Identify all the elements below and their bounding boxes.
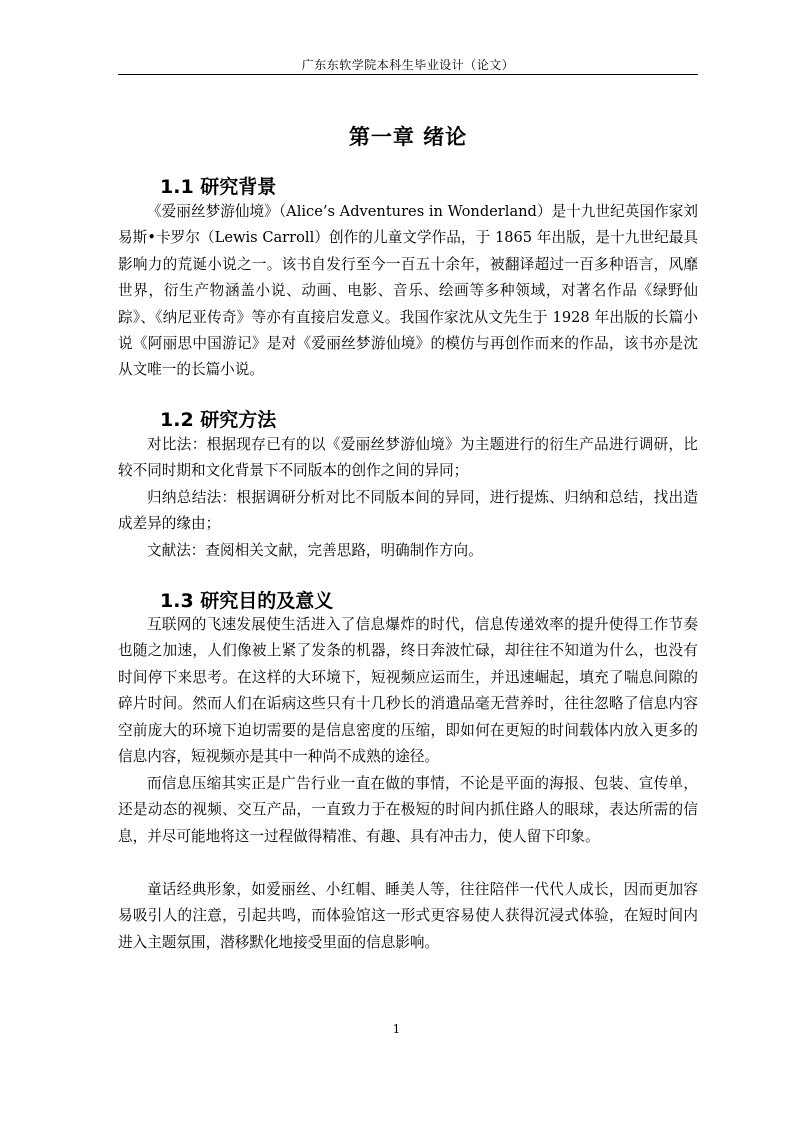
paragraph-method-induction: 归纳总结法：根据调研分析对比不同版本间的异同，进行提炼、归纳和总结，找出造成差异的缘由； xyxy=(118,489,698,533)
paragraph-method-comparison: 对比法：根据现存已有的以《爱丽丝梦游仙境》为主题进行的衍生产品进行调研，比较不同时期和文化背景下不同版本的创作之间的异同； xyxy=(118,436,698,480)
section-heading-background: 1.1 研究背景 xyxy=(160,176,277,198)
section-heading-methods: 1.2 研究方法 xyxy=(160,409,277,431)
page-number: 1 xyxy=(392,1022,401,1036)
paragraph-purpose-1: 互联网的飞速发展使生活进入了信息爆炸的时代，信息传递效率的提升使得工作节奏也随之加速，人们像被上紧了发条的机器，终日奔波忙碌，却往往不知道为什么，也没有时间停下来思考。在这样的大环境下，短视频应运而生，并迅速崛起，填充了喘息间隙的碎片时间。然而人们在诟病这些只有十几秒长的消遣品毫无营养时，往往忽略了信息内容空前庞大的环境下迫切需要的是信息密度的压缩，即如何在更短的时间载体内放入更多的信息内容，短视频亦是其中一种尚不成熟的途径。 xyxy=(118,616,698,766)
paragraph-method-literature: 文献法：查阅相关文献，完善思路，明确制作方向。 xyxy=(147,542,483,559)
paragraph-purpose-2: 而信息压缩其实正是广告行业一直在做的事情，不论是平面的海报、包装、宣传单，还是动态的视频、交互产品，一直致力于在极短的时间内抓住路人的眼球，表达所需的信息，并尽可能地将这一过程做得精准、有趣、具有冲击力，使人留下印象。 xyxy=(118,775,698,845)
paragraph-background: 《爱丽丝梦游仙境》（Alice’s Adventures in Wonderland）是十九世纪英国作家刘易斯•卡罗尔（Lewis Carroll）创作的儿童文学作品，于 1865 年出版，是十九世纪最具影响力的荒诞小说之一。该书自发行至今一百五十余年，被翻译超过一百多种语言，风靡世界，衍生产物涵盖小说、动画、电影、音乐、绘画等多种领域，对著名作品《绿野仙踪》、《纳尼亚传奇》等亦有直接启发意义。我国作家沈从文先生于 1928 年出版的长篇小说《阿丽思中国游记》是对《爱丽丝梦游仙境》的模仿与再创作而来的作品，该书亦是沈从文唯一的长篇小说。 xyxy=(118,203,698,379)
section-heading-purpose: 1.3 研究目的及意义 xyxy=(160,590,334,612)
paragraph-purpose-3: 童话经典形象，如爱丽丝、小红帽、睡美人等，往往陪伴一代代人成长，因而更加容易吸引人的注意，引起共鸣，而体验馆这一形式更容易使人获得沉浸式体验，在短时间内进入主题氛围，潜移默化地接受里面的信息影响。 xyxy=(118,881,698,951)
header-divider xyxy=(118,74,698,75)
chapter-title: 第一章 绪论 xyxy=(348,125,468,149)
running-header: 广东东软学院本科生毕业设计（论文） xyxy=(301,58,515,72)
